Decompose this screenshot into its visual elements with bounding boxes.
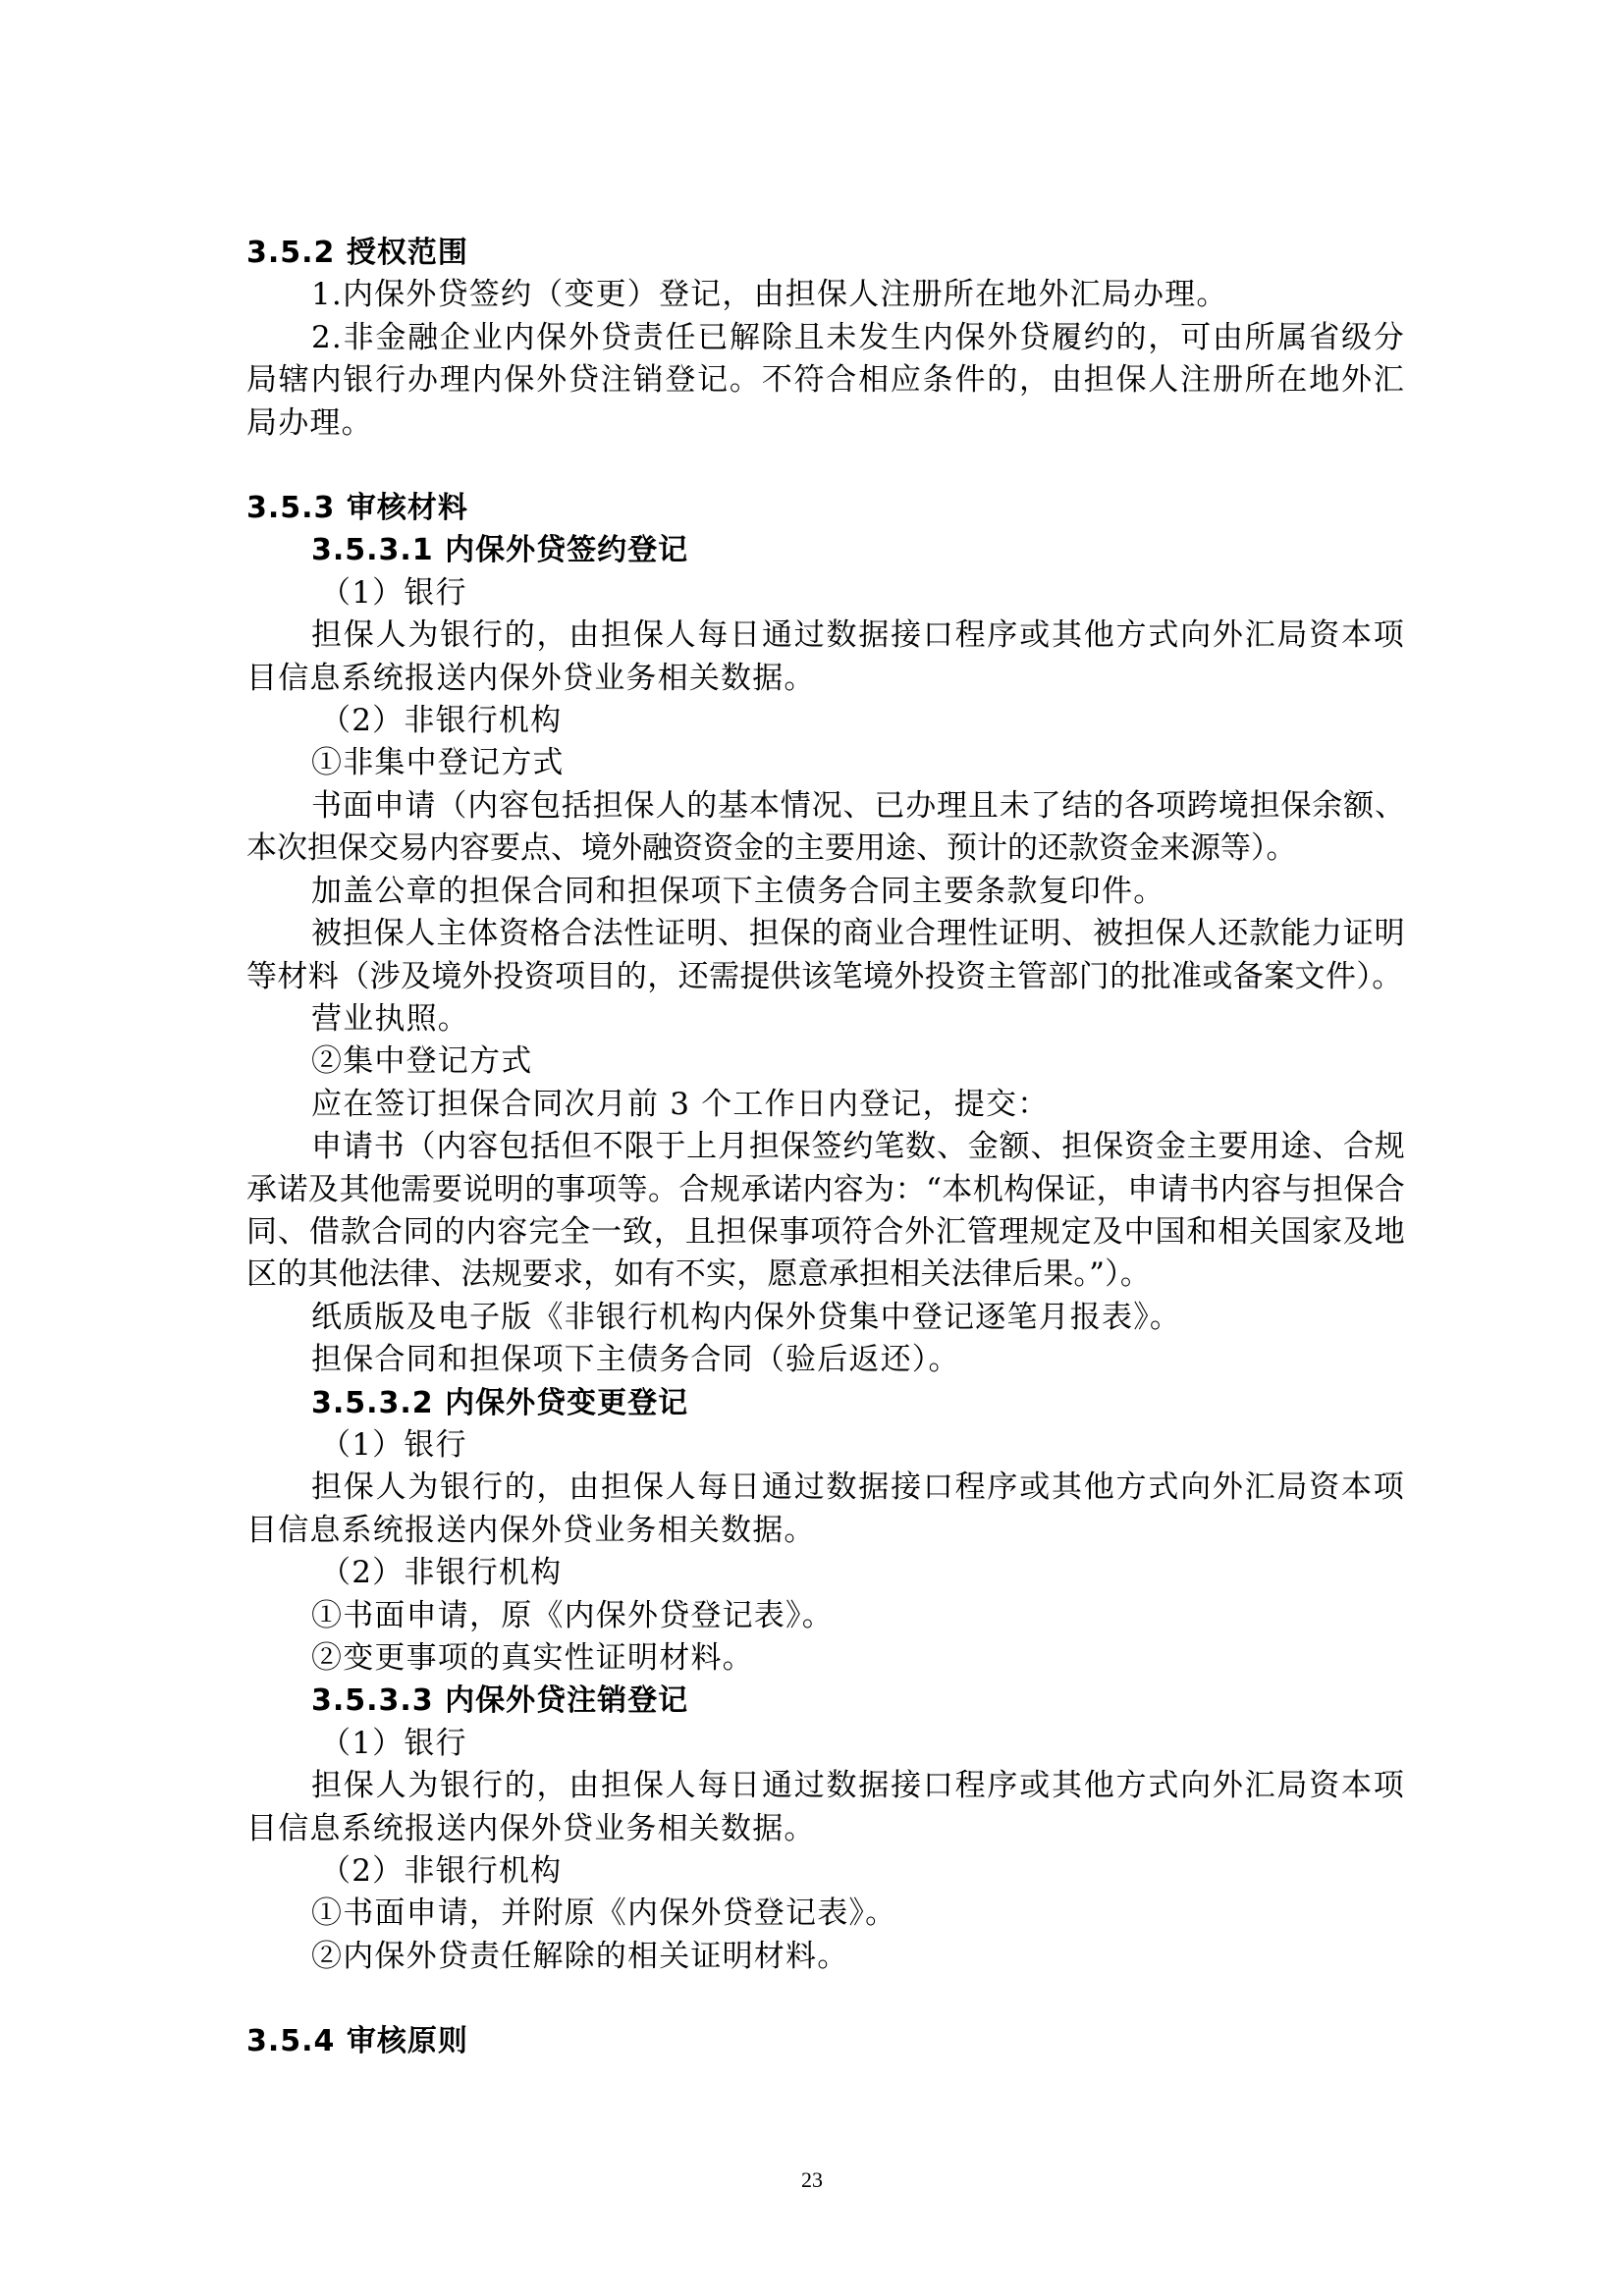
page-body [246, 232, 1405, 2063]
paragraph: 纸质版及电子版《非银行机构内保外贷集中登记逐笔月报表》。 [311, 1299, 1182, 1335]
item-label-nonbank: （2）非银行机构 [320, 1853, 563, 1890]
paragraph: 担保人为银行的，由担保人每日通过数据接口程序或其他方式向外汇局资本项目信息系统报送内保外贷业务相关数据。 [246, 1469, 1405, 1548]
spacer [246, 1978, 1405, 2020]
paragraph: 营业执照。 [311, 1000, 469, 1037]
paragraph: 被担保人主体资格合法性证明、担保的商业合理性证明、被担保人还款能力证明等材料（涉及境外投资项目的，还需提供该笔境外投资主管部门的批准或备案文件）。 [246, 916, 1405, 994]
list-item: ②变更事项的真实性证明材料。 [311, 1640, 754, 1676]
list-item: ①书面申请，并附原《内保外贷登记表》。 [311, 1896, 897, 1932]
paragraph: 担保合同和担保项下主债务合同（验后返还）。 [311, 1342, 960, 1378]
item-label-bank: （1）银行 [320, 1725, 467, 1761]
paragraph: 1.内保外贷签约（变更）登记，由担保人注册所在地外汇局办理。 [311, 277, 1228, 313]
paragraph: 应在签订担保合同次月前 3 个工作日内登记，提交： [311, 1086, 1050, 1122]
paragraph: 2.非金融企业内保外贷责任已解除且未发生内保外贷履约的，可由所属省级分局辖内银行办理内保外贷注销登记。不符合相应条件的，由担保人注册所在地外汇局办理。 [246, 319, 1405, 441]
item-label-non-central: ①非集中登记方式 [311, 745, 565, 781]
item-label-central: ②集中登记方式 [311, 1043, 533, 1080]
item-label-nonbank: （2）非银行机构 [320, 703, 563, 739]
subsection-heading-3-5-3-3: 3.5.3.3 内保外贷注销登记 [311, 1683, 689, 1719]
paragraph: 加盖公章的担保合同和担保项下主债务合同主要条款复印件。 [311, 873, 1165, 909]
page-number: 23 [801, 2167, 823, 2192]
item-label-nonbank: （2）非银行机构 [320, 1555, 563, 1591]
subsection-heading-3-5-3-1: 3.5.3.1 内保外贷签约登记 [311, 533, 689, 568]
subsection-heading-3-5-3-2: 3.5.3.2 内保外贷变更登记 [311, 1385, 689, 1420]
spacer [246, 445, 1405, 487]
list-item: ②内保外贷责任解除的相关证明材料。 [311, 1938, 849, 1974]
section-heading-3-5-4: 3.5.4 审核原则 [246, 2024, 468, 2059]
paragraph: 担保人为银行的，由担保人每日通过数据接口程序或其他方式向外汇局资本项目信息系统报送内保外贷业务相关数据。 [246, 617, 1405, 696]
item-label-bank: （1）银行 [320, 1426, 467, 1463]
paragraph: 担保人为银行的，由担保人每日通过数据接口程序或其他方式向外汇局资本项目信息系统报送内保外贷业务相关数据。 [246, 1768, 1405, 1846]
paragraph: 书面申请（内容包括担保人的基本情况、已办理且未了结的各项跨境担保余额、本次担保交易内容要点、境外融资资金的主要用途、预计的还款资金来源等）。 [246, 787, 1405, 867]
section-heading-3-5-3: 3.5.3 审核材料 [246, 491, 468, 526]
paragraph: 申请书（内容包括但不限于上月担保签约笔数、金额、担保资金主要用途、合规承诺及其他需要说明的事项等。合规承诺内容为：“本机构保证，申请书内容与担保合同、借款合同的内容完全一致，且担保事项符合外汇管理规定及中国和相关国家及地区的其他法律、法规要求，如有不实，愿意承担相关法律后果。”）。 [246, 1129, 1405, 1293]
item-label-bank: （1）银行 [320, 574, 467, 611]
section-heading-3-5-2: 3.5.2 授权范围 [246, 236, 468, 270]
list-item: ①书面申请，原《内保外贷登记表》。 [311, 1597, 834, 1633]
